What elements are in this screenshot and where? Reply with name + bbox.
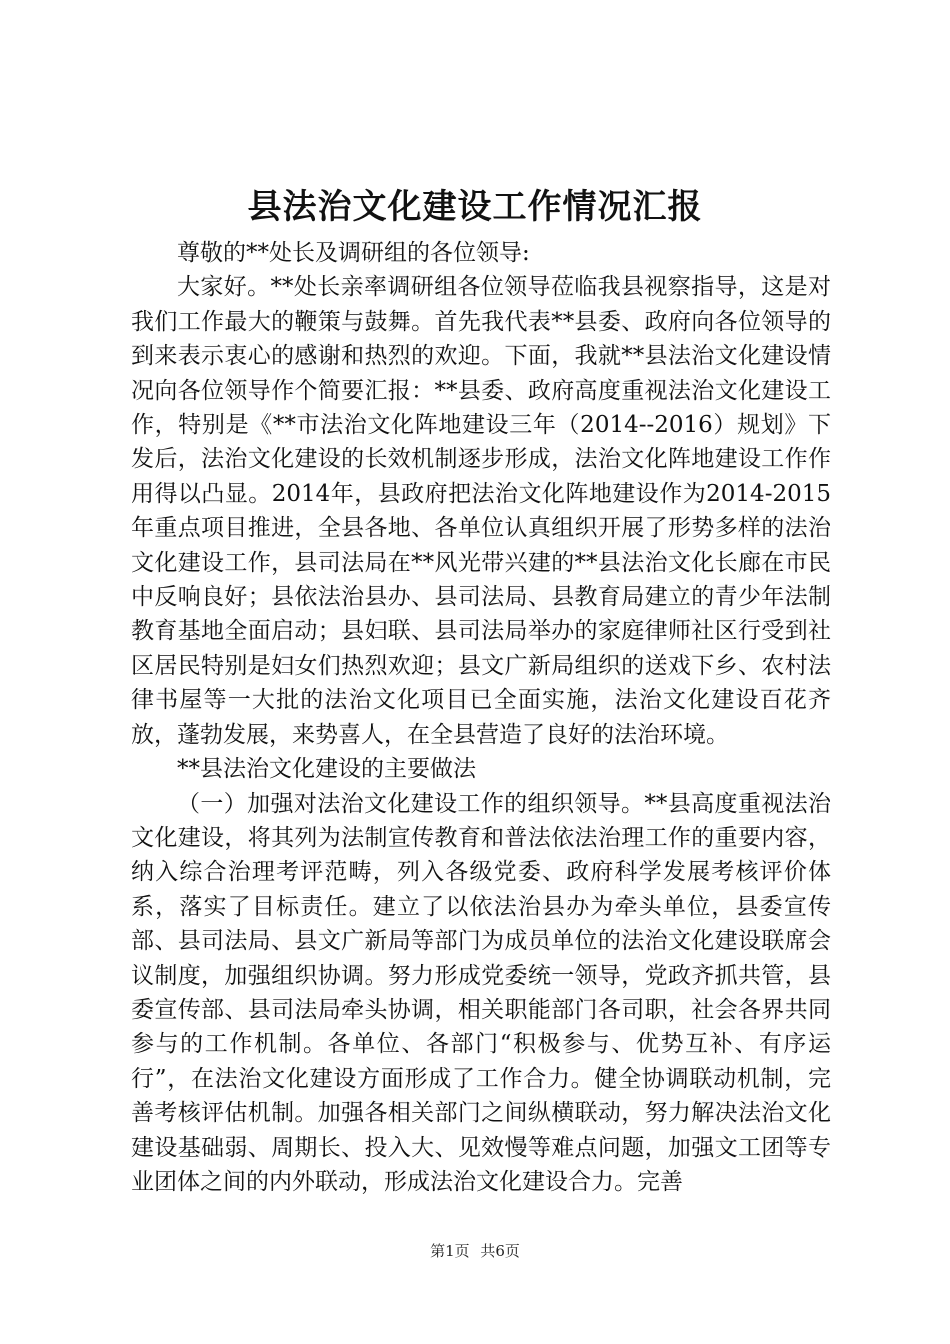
page-total: 共6页 (480, 1242, 520, 1260)
page-footer (0, 1241, 950, 1261)
section-heading: **县法治文化建设的主要做法 (177, 756, 476, 783)
page-number: 第1页 (430, 1242, 470, 1260)
intro-paragraph: 大家好。**处长亲率调研组各位领导莅临我县视察指导，这是对我们工作最大的鞭策与鼓舞。首先我代表**县委、政府向各位领导的到来表示衷心的感谢和热烈的欢迎。下面，我就**县法治文化建设情况向各位领导作个简要汇报：**县委、政府高度重视法治文化建设工作，特别是《**市法治文化阵地建设三年（2014--2016）规划》下发后，法治文化建设的长效机制逐步形成，法治文化阵地建设工作作用得以凸显。2014年，县政府把法治文化阵地建设作为2014-2015年重点项目推进，全县各地、各单位认真组织开展了形势多样的法治文化建设工作，县司法局在**风光带兴建的**县法治文化长廊在市民中反响良好；县依法治县办、县司法局、县教育局建立的青少年法制教育基地全面启动；县妇联、县司法局举办的家庭律师社区行受到社区居民特别是妇女们热烈欢迎；县文广新局组织的送戏下乡、农村法律书屋等一大批的法治文化项目已全面实施，法治文化建设百花齐放，蓬勃发展，来势喜人，在全县营造了良好的法治环境。 (131, 274, 831, 748)
document-body (131, 236, 831, 1199)
section-one-paragraph: （一）加强对法治文化建设工作的组织领导。**县高度重视法治文化建设，将其列为法制宣传教育和普法依法治理工作的重要内容，纳入综合治理考评范畴，列入各级党委、政府科学发展考核评价体系，落实了目标责任。建立了以依法治县办为牵头单位，县委宣传部、县司法局、县文广新局等部门为成员单位的法治文化建设联席会议制度，加强组织协调。努力形成党委统一领导，党政齐抓共管，县委宣传部、县司法局牵头协调，相关职能部门各司职，社会各界共同参与的工作机制。各单位、各部门“积极参与、优势互补、有序运行”，在法治文化建设方面形成了工作合力。健全协调联动机制，完善考核评估机制。加强各相关部门之间纵横联动，努力解决法治文化建设基础弱、周期长、投入大、见效慢等难点问题，加强文工团等专业团体之间的内外联动，形成法治文化建设合力。完善 (131, 790, 831, 1195)
salutation-paragraph: 尊敬的**处长及调研组的各位领导: (177, 240, 530, 266)
document-title: 县法治文化建设工作情况汇报 (247, 187, 703, 227)
